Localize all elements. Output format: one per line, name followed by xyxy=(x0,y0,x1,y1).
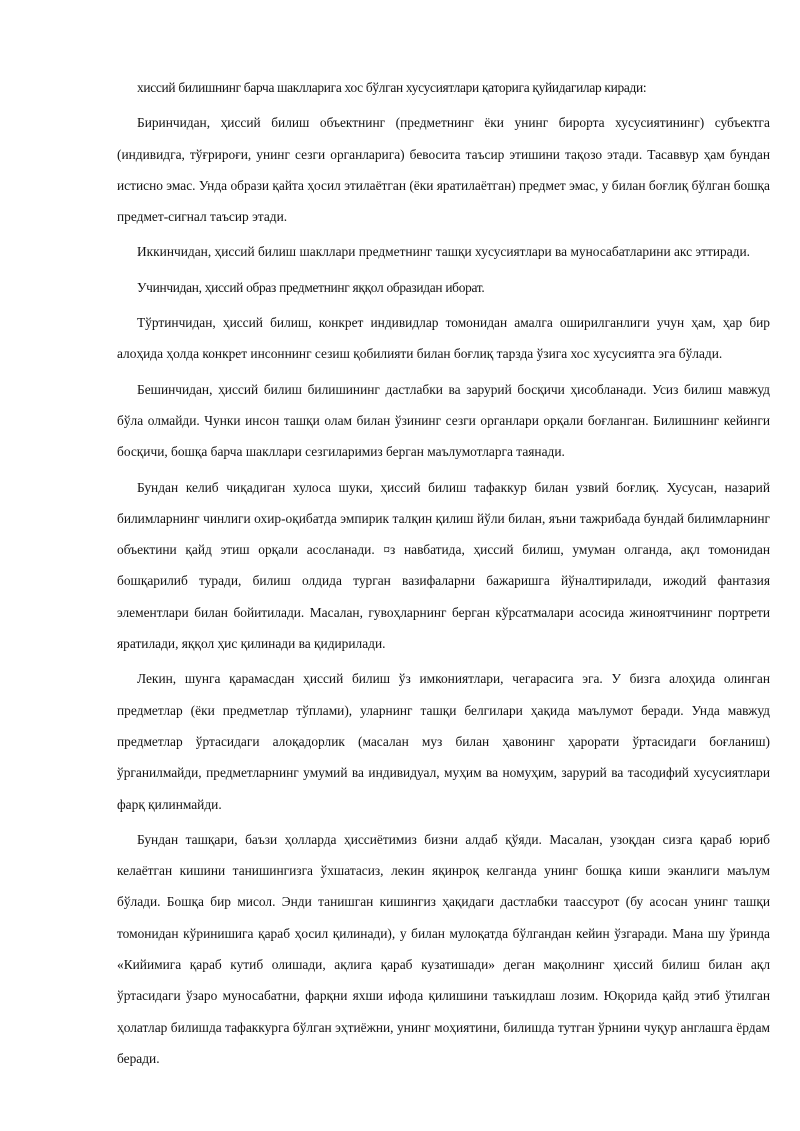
paragraph-third: Учинчидан, ҳиссий образ предметнинг яққол образидан иборат. xyxy=(137,279,485,295)
paragraph-deception: Бундан ташқари, баъзи ҳолларда ҳиссиётимиз бизни алдаб қўяди. Масалан, узоқдан сизга қараб юриб келаётган кишини танишингизга ўхшатасиз, лекин яқинроқ келганда унинг бошқа киши эканлиги маълум бўлади. Бошқа бир мисол. Энди танишган кишингиз ҳақидаги дастлабки таассурот (бу асосан унинг ташқи томонидан кўринишига қараб ҳосил қилинади), у билан мулоқатда бўлгандан кейин ўзгаради. Мана шу ўринда «Кийимига қараб кутиб олишади, ақлига қараб кузатишади» деган мақолнинг ҳиссий билиш билан ақл ўртасидаги ўзаро муносабатни, фарқни яхши ифода қилишини таъкидлаш лозим. Юқорида қайд этиб ўтилган ҳолатлар билишда тафаккурга бўлган эҳтиёжни, унинг моҳиятини, билишда тутган ўрнини чуқур англашга ёрдам беради. xyxy=(117,831,770,1066)
document-page xyxy=(117,72,770,1078)
paragraph-second: Иккинчидан, ҳиссий билиш шакллари предметнинг ташқи хусусиятлари ва муносабатларини акс эттиради. xyxy=(137,244,750,260)
paragraph-limits: Лекин, шунга қарамасдан ҳиссий билиш ўз имкониятлари, чегарасига эга. У бизга алоҳида олинган предметлар (ёки предметлар тўплами), уларнинг ташқи белгилари ҳақида маълумот беради. Унда мавжуд предметлар ўртасидаги алоқадорлик (масалан муз билан ҳавонинг ҳарорати ўртасидаги боғланиш) ўрганилмайди, предметларнинг умумий ва индивидуал, муҳим ва номуҳим, зарурий ва тасодифий хусусиятлари фарқ қилинмайди. xyxy=(117,671,770,812)
paragraph-first: Биринчидан, ҳиссий билиш объектнинг (предметнинг ёки унинг бирорта хусусиятининг) субъектга (индивидга, тўғрироғи, унинг сезги органларига) бевосита таъсир этишини тақозо этади. Тасаввур ҳам бундан истисно эмас. Унда образи қайта ҳосил этилаётган (ёки яратилаётган) предмет эмас, у билан боғлиқ бўлган бошқа предмет-сигнал таъсир этади. xyxy=(117,115,770,225)
paragraph-conclusion: Бундан келиб чиқадиган хулоса шуки, ҳиссий билиш тафаккур билан узвий боғлиқ. Хусусан, назарий билимларнинг чинлиги охир-оқибатда эмпирик талқин қилиш йўли билан, яъни тажрибада бундай билимларнинг объектини қайд этиш орқали асосланади. ¤з навбатида, ҳиссий билиш, умуман олганда, ақл томонидан бошқарилиб туради, билиш олдида турган вазифаларни бажаришга йўналтирилади, ижодий фантазия элементлари билан бойитилади. Масалан, гувоҳларнинг берган кўрсатмалари асосида жиноятчининг портрети яратилади, яққол ҳис қилинади ва қидирилади. xyxy=(117,479,770,652)
paragraph-intro: хиссий билишнинг барча шаклларига хос бўлган хусусиятлари қаторига қуйидагилар киради: xyxy=(137,80,647,95)
paragraph-fourth: Тўртинчидан, ҳиссий билиш, конкрет индивидлар томонидан амалга оширилганлиги учун ҳам, ҳар бир алоҳида ҳолда конкрет инсоннинг сезиш қобилияти билан боғлиқ тарзда ўзига хос хусусиятга эга бўлади. xyxy=(117,315,770,362)
paragraph-fifth: Бешинчидан, ҳиссий билиш билишининг дастлабки ва зарурий босқичи ҳисобланади. Усиз билиш мавжуд бўла олмайди. Чунки инсон ташқи олам билан ўзининг сезги органлари орқали боғланган. Билишнинг кейинги босқичи, бошқа барча шакллари сезгиларимиз берган маълумотларга таянади. xyxy=(117,381,770,460)
